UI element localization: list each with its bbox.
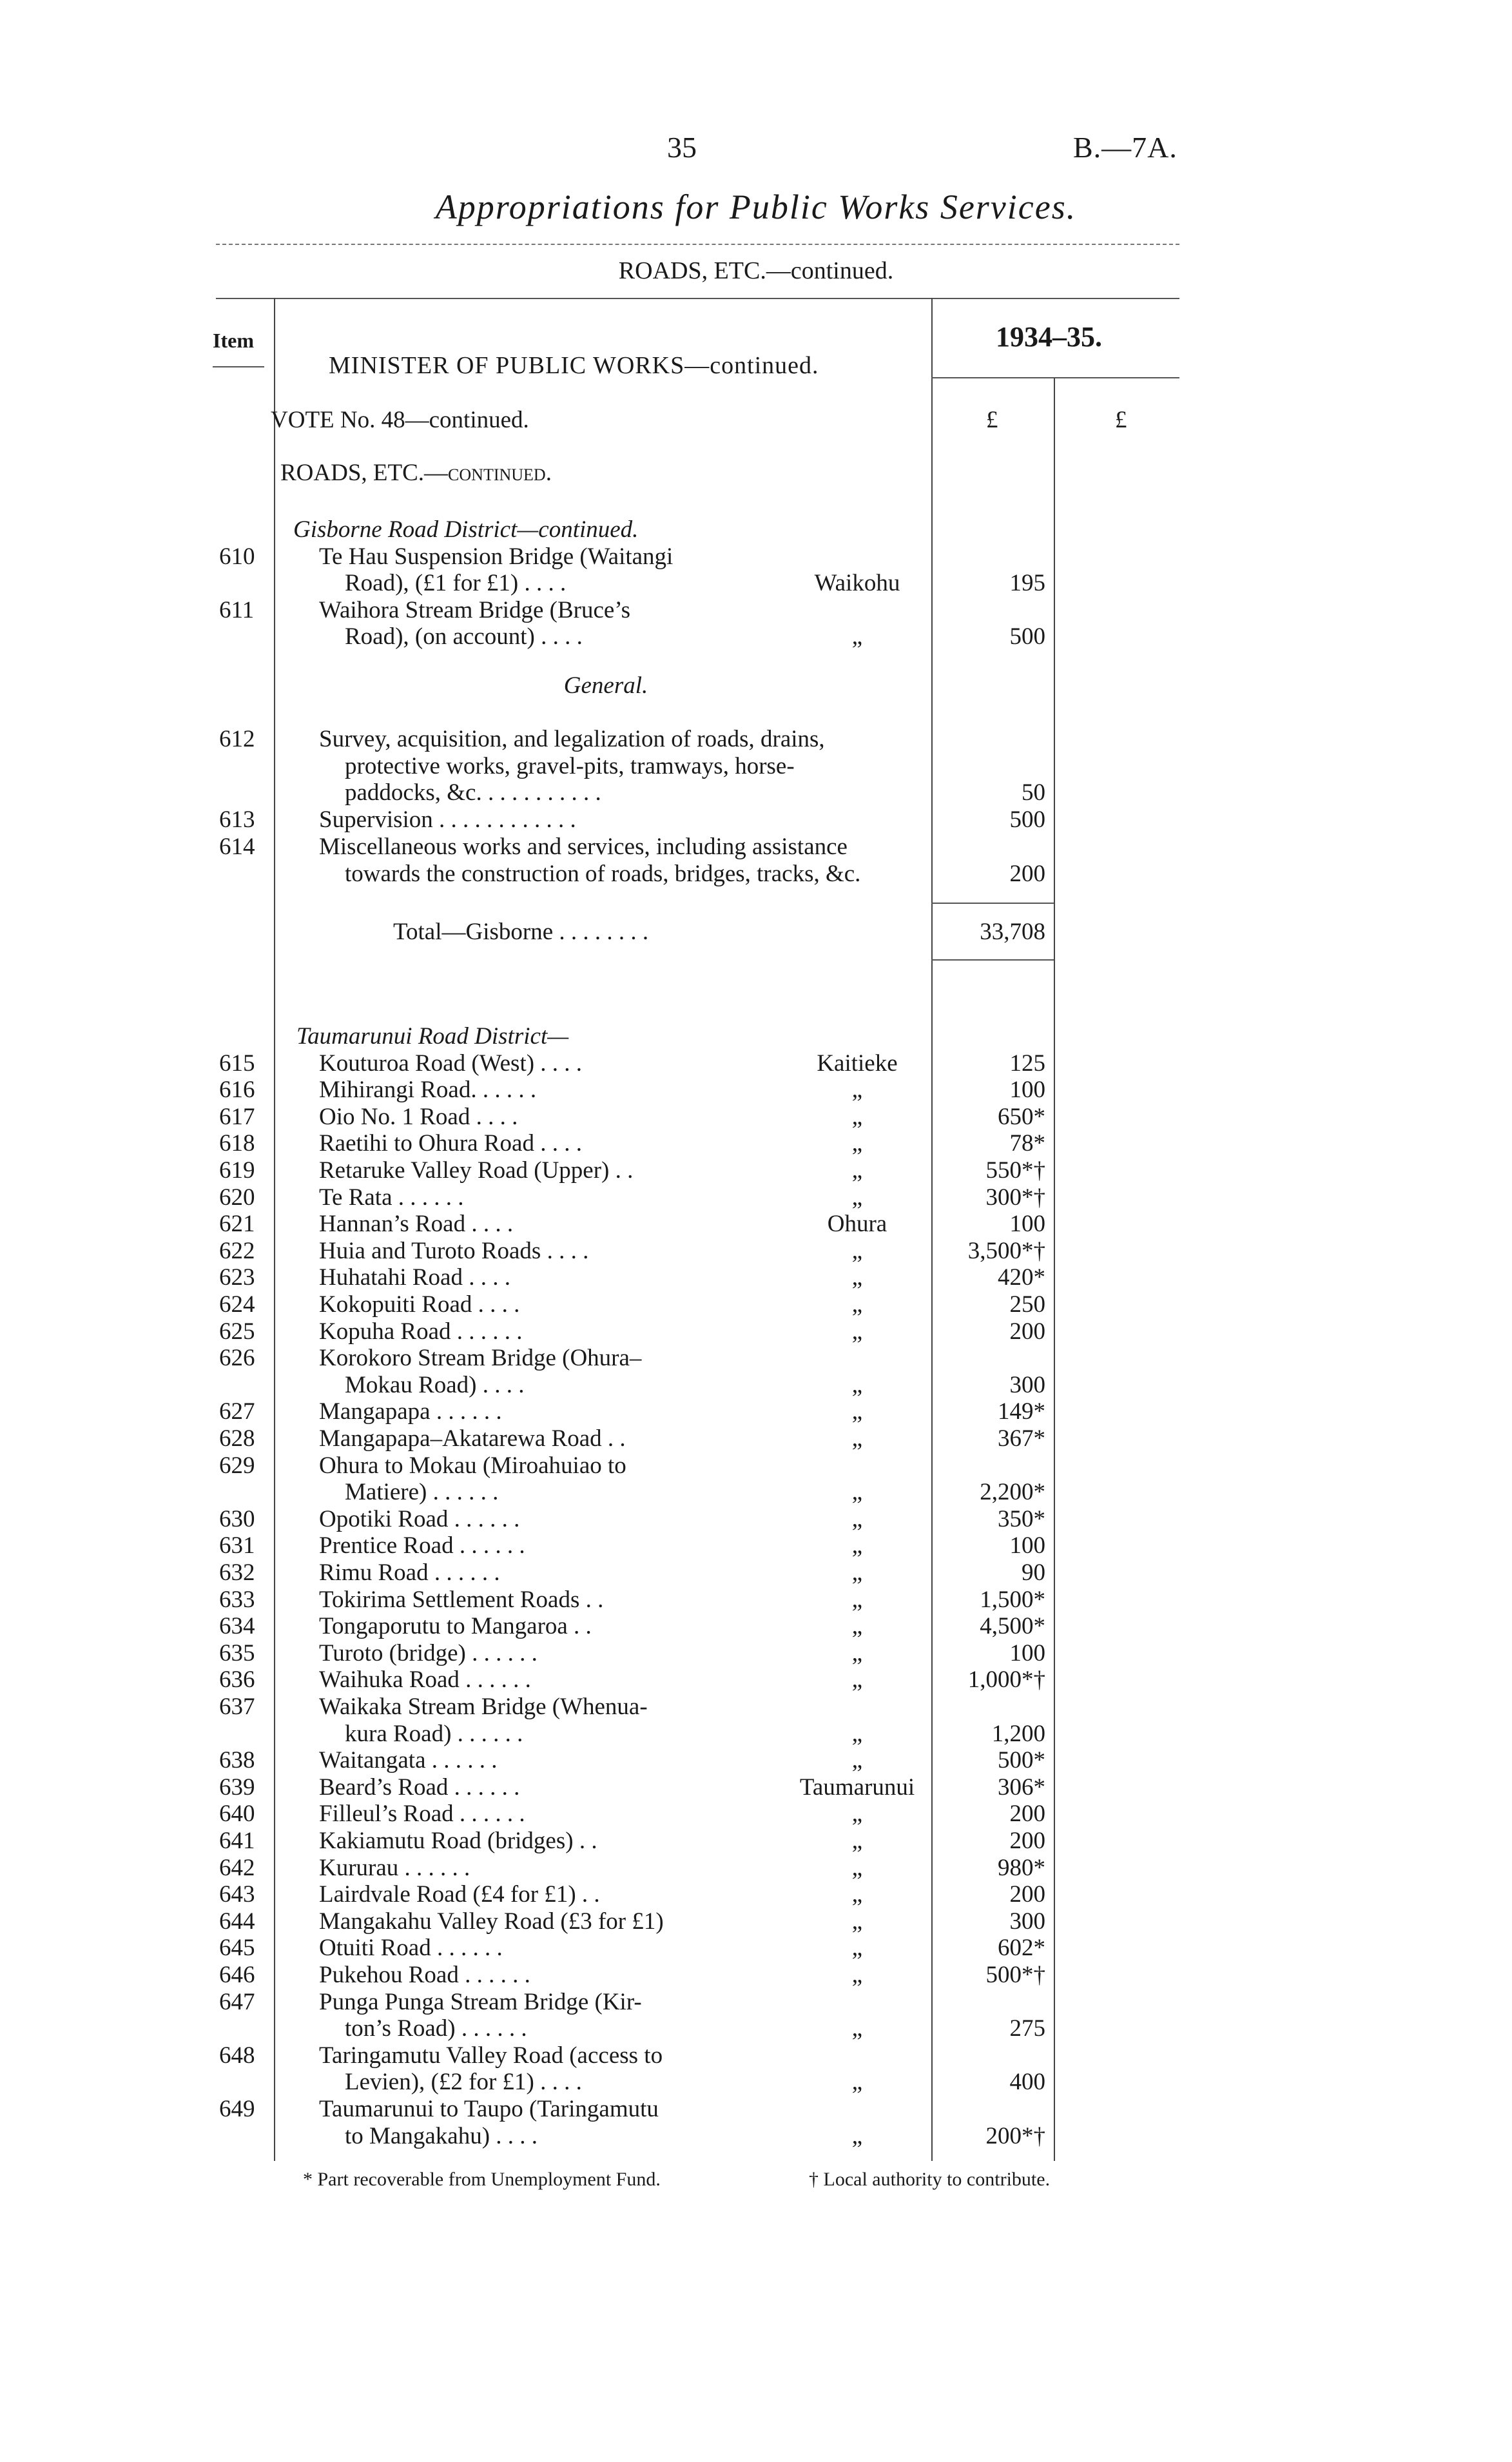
page-number: 35 xyxy=(667,131,697,164)
amount: 100 xyxy=(1009,1532,1045,1559)
item-description: paddocks, &c. . . . . . . . . . . xyxy=(345,779,601,806)
vote-line: VOTE No. 48—continued. xyxy=(271,407,529,433)
county-name: „ xyxy=(851,1479,863,1506)
county-name: „ xyxy=(851,1318,863,1345)
item-number: 645 xyxy=(219,1935,255,1962)
county-name: „ xyxy=(851,1801,863,1828)
item-description: Kokopuiti Road . . . . xyxy=(319,1291,520,1318)
item-description: towards the construction of roads, bridges, tracks, &c. xyxy=(345,860,861,887)
item-description: Otuiti Road . . . . . . xyxy=(319,1935,503,1962)
item-description: ton’s Road) . . . . . . xyxy=(345,2015,527,2042)
amount: 90 xyxy=(1022,1559,1045,1586)
amount: 550*† xyxy=(985,1157,1045,1184)
item-number: 615 xyxy=(219,1050,255,1077)
item-description: Prentice Road . . . . . . xyxy=(319,1532,525,1559)
district-heading: Gisborne Road District—continued. xyxy=(293,516,639,543)
county-name: „ xyxy=(851,1962,863,1988)
item-number: 625 xyxy=(219,1318,255,1345)
item-number: 618 xyxy=(219,1130,255,1157)
county-name: „ xyxy=(851,1639,863,1666)
item-description: Pukehou Road . . . . . . xyxy=(319,1962,530,1988)
amount: 300 xyxy=(1009,1908,1045,1935)
item-description: Levien), (£2 for £1) . . . . xyxy=(345,2069,582,2096)
county-name: „ xyxy=(851,1505,863,1532)
amount-column-divider-right xyxy=(1054,377,1055,2161)
county-name: „ xyxy=(851,1264,863,1291)
amount: 500*† xyxy=(985,1962,1045,1988)
county-name: „ xyxy=(851,1666,863,1694)
item-number: 640 xyxy=(219,1801,255,1828)
item-number: 639 xyxy=(219,1773,255,1801)
amount: 500 xyxy=(1009,806,1045,833)
minister-heading: MINISTER OF PUBLIC WORKS—continued. xyxy=(329,352,819,379)
county-name: „ xyxy=(851,1157,863,1184)
page-title: Appropriations for Public Works Services. xyxy=(435,188,1077,226)
item-number: 633 xyxy=(219,1586,255,1613)
amount: 100 xyxy=(1009,1077,1045,1104)
total-label: Total—Gisborne . . . . . . . . xyxy=(393,919,649,945)
county-name: „ xyxy=(851,1854,863,1881)
item-description: Tokirima Settlement Roads . . xyxy=(319,1586,604,1613)
item-description: Survey, acquisition, and legalization of roads, drains, xyxy=(319,726,825,752)
item-description: Te Rata . . . . . . xyxy=(319,1184,464,1211)
amount: 100 xyxy=(1009,1639,1045,1666)
item-number: 631 xyxy=(219,1532,255,1559)
county-name: „ xyxy=(851,1130,863,1157)
item-number: 632 xyxy=(219,1559,255,1586)
item-description: Mihirangi Road. . . . . . xyxy=(319,1077,537,1104)
item-description: Oio No. 1 Road . . . . xyxy=(319,1103,518,1130)
item-description: Huia and Turoto Roads . . . . xyxy=(319,1237,589,1264)
roads-heading: ROADS, ETC.—continued. xyxy=(280,460,552,486)
item-description: Road), (£1 for £1) . . . . xyxy=(345,570,567,597)
county-name: „ xyxy=(851,1398,863,1425)
item-description: to Mangakahu) . . . . xyxy=(345,2122,538,2149)
item-description: Taringamutu Valley Road (access to xyxy=(319,2042,663,2069)
amount: 149* xyxy=(998,1398,1045,1425)
item-number: 621 xyxy=(219,1211,255,1238)
county-name: „ xyxy=(851,1077,863,1104)
county-name: „ xyxy=(851,2015,863,2042)
item-number: 628 xyxy=(219,1425,255,1452)
item-description: Lairdvale Road (£4 for £1) . . xyxy=(319,1881,600,1908)
county-name: „ xyxy=(851,1720,863,1747)
amount: 650* xyxy=(998,1103,1045,1130)
item-description: Mokau Road) . . . . xyxy=(345,1371,525,1398)
amount: 1,000*† xyxy=(967,1666,1045,1694)
item-description: Miscellaneous works and services, including assistance xyxy=(319,834,848,860)
item-description: Kouturoa Road (West) . . . . xyxy=(319,1050,583,1077)
item-number: 617 xyxy=(219,1103,255,1130)
item-number: 646 xyxy=(219,1962,255,1988)
amount: 50 xyxy=(1022,779,1045,806)
item-number: 624 xyxy=(219,1291,255,1318)
county-name: Waikohu xyxy=(814,570,900,597)
item-description: Punga Punga Stream Bridge (Kir- xyxy=(319,1988,642,2015)
item-description: Retaruke Valley Road (Upper) . . xyxy=(319,1157,634,1184)
amount: 980* xyxy=(998,1854,1045,1881)
item-description: Filleul’s Road . . . . . . xyxy=(319,1801,525,1828)
item-number: 647 xyxy=(219,1988,255,2015)
item-number: 622 xyxy=(219,1237,255,1264)
currency-symbol: £ xyxy=(986,407,998,433)
currency-symbol: £ xyxy=(1115,407,1127,433)
item-description: protective works, gravel-pits, tramways, horse- xyxy=(345,752,795,779)
item-number: 636 xyxy=(219,1666,255,1694)
item-number: 613 xyxy=(219,806,255,833)
amount: 275 xyxy=(1009,2015,1045,2042)
item-description: Korokoro Stream Bridge (Ohura– xyxy=(319,1345,642,1372)
amount: 300*† xyxy=(985,1184,1045,1211)
item-number: 638 xyxy=(219,1747,255,1774)
county-name: „ xyxy=(851,1532,863,1559)
district-heading: Taumarunui Road District— xyxy=(296,1023,569,1050)
item-number: 627 xyxy=(219,1398,255,1425)
county-name: „ xyxy=(851,1908,863,1935)
county-name: „ xyxy=(851,1371,863,1398)
county-name: „ xyxy=(851,1184,863,1211)
amount: 195 xyxy=(1009,570,1045,597)
county-name: „ xyxy=(851,2069,863,2096)
amount: 306* xyxy=(998,1773,1045,1801)
county-name: „ xyxy=(851,1747,863,1774)
amount: 500 xyxy=(1009,623,1045,650)
county-name: „ xyxy=(851,1291,863,1318)
item-description: Taumarunui to Taupo (Taringamutu xyxy=(319,2096,659,2122)
county-name: „ xyxy=(851,1559,863,1586)
item-number: 629 xyxy=(219,1452,255,1479)
item-description: Waitangata . . . . . . xyxy=(319,1747,498,1774)
item-description: Opotiki Road . . . . . . xyxy=(319,1505,520,1532)
item-number: 610 xyxy=(219,543,255,570)
item-number: 641 xyxy=(219,1828,255,1854)
item-number: 620 xyxy=(219,1184,255,1211)
county-name: Ohura xyxy=(827,1211,887,1238)
item-description: Waihuka Road . . . . . . xyxy=(319,1666,531,1694)
item-description: Mangapapa–Akatarewa Road . . xyxy=(319,1425,626,1452)
item-description: Rimu Road . . . . . . xyxy=(319,1559,500,1586)
footnote-dagger: † Local authority to contribute. xyxy=(809,2169,1051,2190)
item-description: kura Road) . . . . . . xyxy=(345,1720,523,1747)
county-name: „ xyxy=(851,2122,863,2149)
item-description: Mangakahu Valley Road (£3 for £1) xyxy=(319,1908,664,1935)
item-description: Turoto (bridge) . . . . . . xyxy=(319,1639,538,1666)
item-description: Waihora Stream Bridge (Bruce’s xyxy=(319,596,631,623)
county-name: Kaitieke xyxy=(817,1050,898,1077)
amount: 100 xyxy=(1009,1211,1045,1238)
item-number: 630 xyxy=(219,1505,255,1532)
item-description: Road), (on account) . . . . xyxy=(345,623,583,650)
item-description: Mangapapa . . . . . . xyxy=(319,1398,502,1425)
amount: 420* xyxy=(998,1264,1045,1291)
item-number: 642 xyxy=(219,1854,255,1881)
document-reference: B.—7A. xyxy=(1073,131,1178,164)
item-number: 619 xyxy=(219,1157,255,1184)
item-number: 635 xyxy=(219,1639,255,1666)
item-number: 614 xyxy=(219,834,255,860)
item-description: Hannan’s Road . . . . xyxy=(319,1211,514,1238)
item-number: 648 xyxy=(219,2042,255,2069)
amount: 200 xyxy=(1009,1881,1045,1908)
item-number: 612 xyxy=(219,726,255,752)
amount: 400 xyxy=(1009,2069,1045,2096)
total-rule xyxy=(931,959,1054,961)
amount: 200 xyxy=(1009,1318,1045,1345)
item-header-rule xyxy=(213,366,264,367)
item-description: Te Hau Suspension Bridge (Waitangi xyxy=(319,543,674,570)
amount: 1,500* xyxy=(980,1586,1045,1613)
amount: 367* xyxy=(998,1425,1045,1452)
total-amount: 33,708 xyxy=(980,919,1045,945)
amount: 200 xyxy=(1009,1828,1045,1854)
item-description: Kururau . . . . . . xyxy=(319,1854,470,1881)
footnote-asterisk: * Part recoverable from Unemployment Fund. xyxy=(303,2169,661,2190)
amount: 200 xyxy=(1009,860,1045,887)
item-description: Huhatahi Road . . . . xyxy=(319,1264,510,1291)
section-header: ROADS, ETC.—continued. xyxy=(618,257,894,284)
amount: 500* xyxy=(998,1747,1045,1774)
county-name: „ xyxy=(851,1425,863,1452)
amount: 300 xyxy=(1009,1371,1045,1398)
amount: 1,200 xyxy=(991,1720,1045,1747)
title-rule xyxy=(216,244,1179,245)
table-top-rule xyxy=(216,298,1179,299)
item-number: 611 xyxy=(219,596,255,623)
item-description: Kakiamutu Road (bridges) . . xyxy=(319,1828,597,1854)
year-header: 1934–35. xyxy=(996,321,1102,353)
amount: 350* xyxy=(998,1505,1045,1532)
county-name: „ xyxy=(851,1586,863,1613)
amount: 602* xyxy=(998,1935,1045,1962)
amount: 250 xyxy=(1009,1291,1045,1318)
amount: 125 xyxy=(1009,1050,1045,1077)
item-description: Supervision . . . . . . . . . . . . xyxy=(319,806,576,833)
amount: 2,200* xyxy=(980,1479,1045,1506)
item-description: Ohura to Mokau (Miroahuiao to xyxy=(319,1452,626,1479)
county-name: „ xyxy=(851,1237,863,1264)
item-number: 643 xyxy=(219,1881,255,1908)
item-column-divider xyxy=(274,298,275,2161)
amount: 200 xyxy=(1009,1801,1045,1828)
county-name: „ xyxy=(851,1881,863,1908)
county-name: „ xyxy=(851,1935,863,1962)
county-name: „ xyxy=(851,1828,863,1854)
item-number: 616 xyxy=(219,1077,255,1104)
general-heading: General. xyxy=(563,672,648,699)
item-description: Raetihi to Ohura Road . . . . xyxy=(319,1130,582,1157)
amount: 200*† xyxy=(985,2122,1045,2149)
item-description: Kopuha Road . . . . . . xyxy=(319,1318,523,1345)
amount: 3,500*† xyxy=(967,1237,1045,1264)
amount: 78* xyxy=(1009,1130,1045,1157)
county-name: Taumarunui xyxy=(799,1773,915,1801)
item-number: 644 xyxy=(219,1908,255,1935)
item-description: Tongaporutu to Mangaroa . . xyxy=(319,1613,592,1640)
item-description: Matiere) . . . . . . xyxy=(345,1479,499,1506)
item-column-header: Item xyxy=(213,329,254,352)
item-description: Beard’s Road . . . . . . xyxy=(319,1773,520,1801)
item-number: 626 xyxy=(219,1345,255,1372)
item-number: 634 xyxy=(219,1613,255,1640)
item-number: 649 xyxy=(219,2096,255,2122)
county-name: „ xyxy=(851,1613,863,1640)
year-header-rule xyxy=(931,377,1179,378)
county-name: „ xyxy=(851,623,863,650)
subtotal-rule xyxy=(931,903,1054,904)
item-number: 637 xyxy=(219,1694,255,1720)
item-description: Waikaka Stream Bridge (Whenua- xyxy=(319,1694,648,1720)
amount: 4,500* xyxy=(980,1613,1045,1640)
item-number: 623 xyxy=(219,1264,255,1291)
county-name: „ xyxy=(851,1103,863,1130)
